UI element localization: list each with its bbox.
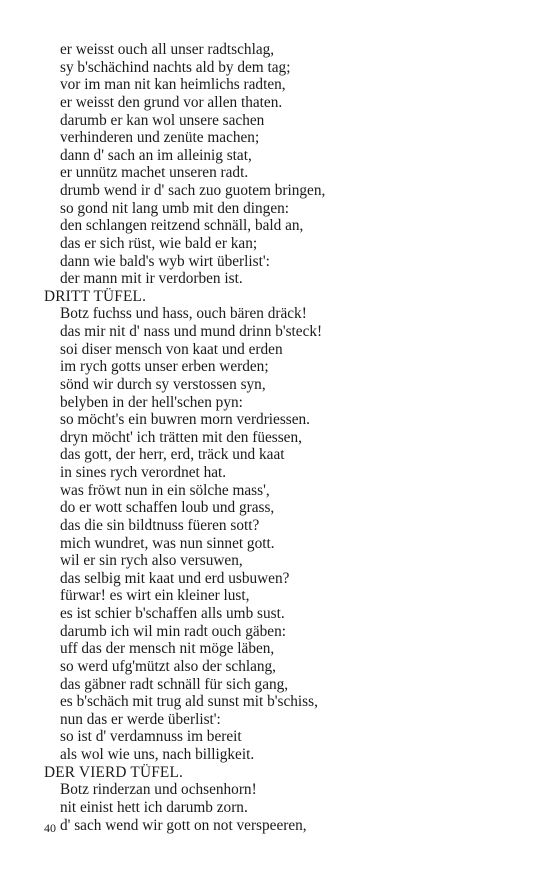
speaker-heading: DER VIERD TÜFEL. [44,763,184,781]
verse-line: es b'schäch mit trug ald sunst mit b'schiss, [60,693,318,711]
verse-line: fürwar! es wirt ein kleiner lust, [60,587,250,605]
verse-line: das gott, der herr, erd, träck und kaat [60,446,285,464]
verse-line: so werd ufg'mützt also der schlang, [60,657,277,675]
page-number: 40 [44,821,56,835]
verse-line: sönd wir durch sy verstossen syn, [60,375,266,393]
verse-line: wil er sin rych also versuwen, [60,552,243,570]
verse-line: dann d' sach an im alleinig stat, [60,146,252,164]
verse-line: das die sin bildtnuss füeren sott? [60,516,260,534]
verse-line: d' sach wend wir gott on not verspeeren, [60,816,307,834]
verse-line: vor im man nit kan heimlichs radten, [60,76,286,94]
verse-line: er unnütz machet unseren radt. [60,164,249,182]
verse-line: als wol wie uns, nach billigkeit. [60,746,255,763]
verse-line: verhinderen und zenüte machen; [60,129,260,147]
verse-line: er weisst ouch all unser radtschlag, [60,41,275,58]
verse-line: so gond nit lang umb mit den dingen: [60,199,290,217]
verse-line: den schlangen reitzend schnäll, bald an, [60,217,304,235]
verse-line: der mann mit ir verdorben ist. [60,270,243,288]
verse-line: in sines rych verordnet hat. [60,464,227,481]
verse-line: das er sich rüst, wie bald er kan; [60,234,258,252]
verse-line: darumb er kan wol unsere sachen [60,111,265,129]
verse-line: das gäbner radt schnäll für sich gang, [60,675,289,693]
verse-line: sy b'schächind nachts ald by dem tag; [60,58,291,76]
verse-line: im rych gotts unser erben werden; [60,358,269,376]
verse-line: darumb ich wil min radt ouch gäben: [60,622,286,640]
verse-line: Botz rinderzan und ochsenhorn! [60,781,257,799]
speaker-heading: DRITT TÜFEL. [44,287,147,305]
verse-line: drumb wend ir d' sach zuo guotem bringen, [60,182,326,199]
verse-line: was fröwt nun in ein sölche mass', [60,481,270,499]
verse-line: mich wundret, was nun sinnet gott. [60,534,275,552]
verse-line: so ist d' verdamnuss im bereit [60,728,242,746]
verse-line: so möcht's ein buwren morn verdriessen. [60,411,311,429]
verse-line: nit einist hett ich darumb zorn. [60,798,248,816]
verse-line: Botz fuchss und hass, ouch bären dräck! [60,305,307,323]
verse-line: das selbig mit kaat und erd usbuwen? [60,569,290,587]
verse-line: dann wie bald's wyb wirt überlist': [60,252,270,270]
verse-line: nun das er werde überlist': [60,710,221,728]
verse-line: uff das der mensch nit möge läben, [60,640,275,658]
verse-line: do er wott schaffen loub und grass, [60,499,275,517]
verse-line: er weisst den grund vor allen thaten. [60,93,283,111]
verse-line: soi diser mensch von kaat und erden [60,340,283,358]
verse-line: das mir nit d' nass und mund drinn b'steck! [60,323,323,340]
verse-line: belyben in der hell'schen pyn: [60,393,243,411]
verse-text-block [44,41,514,834]
verse-line: dryn möcht' ich trätten mit den füessen, [60,428,302,446]
verse-line: es ist schier b'schaffen alls umb sust. [60,605,285,622]
